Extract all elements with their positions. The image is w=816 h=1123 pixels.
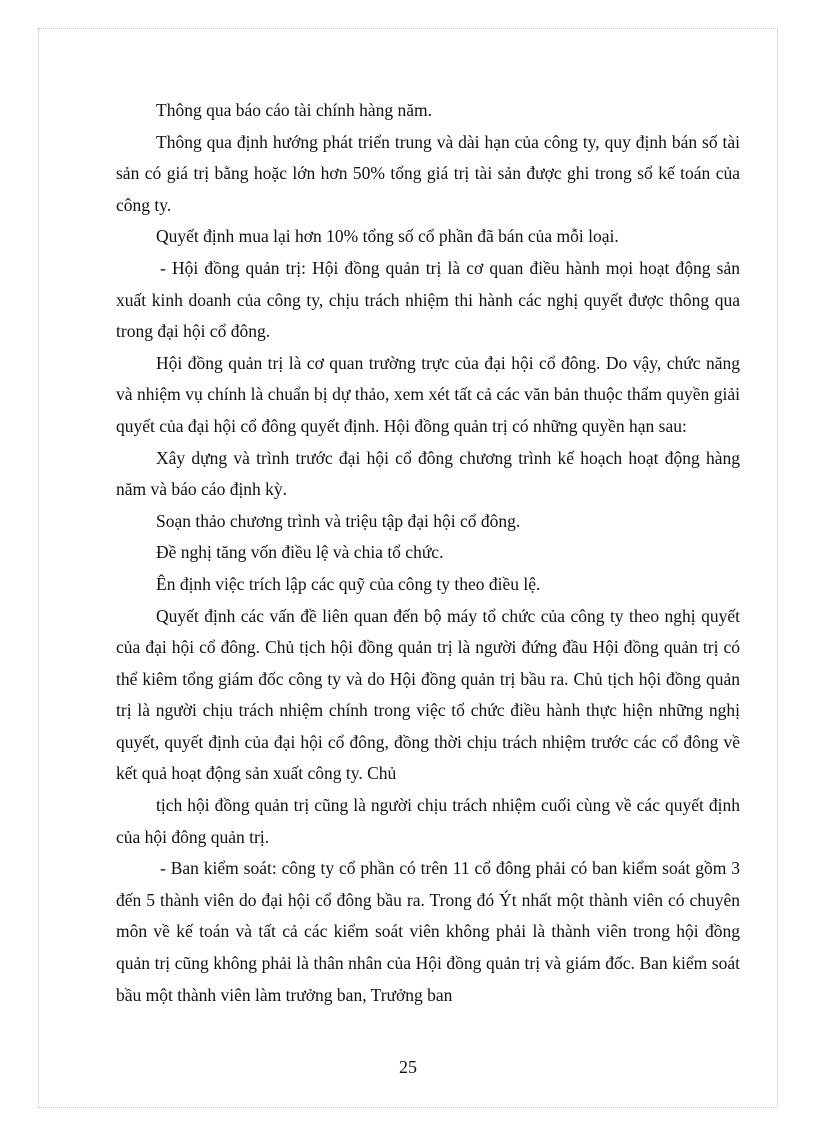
- paragraph: Quyết định các vấn đề liên quan đến bộ máy tổ chức của công ty theo nghị quyết của đại hội cổ đông. Chủ tịch hội đồng quản trị là người đứng đầu Hội đồng quản trị có thể kiêm tổng giám đốc công ty và do Hội đồng quản trị bầu ra. Chủ tịch hội đồng quản trị là người chịu trách nhiệm chính trong việc tổ chức điều hành thực hiện những nghị quyết, quyết định của đại hội cổ đông, đồng thời chịu trách nhiệm trước các cổ đông về kết quả hoạt động sản xuất công ty. Chủ: [116, 605, 740, 784]
- page-number: 25: [399, 1057, 417, 1077]
- paragraph: Hội đồng quản trị là cơ quan trường trực của đại hội cổ đông. Do vậy, chức năng và nhiệm vụ chính là chuẩn bị dự thảo, xem xét tất cả các văn bản thuộc thẩm quyền giải quyết của đại hội cổ đông quyết định. Hội đồng quản trị có những quyền hạn sau:: [116, 352, 740, 436]
- paragraph: Quyết định mua lại hơn 10% tổng số cổ phần đã bán của mỗi loại.: [156, 226, 619, 247]
- paragraph: Thông qua định hướng phát triển trung và dài hạn của công ty, quy định bán số tài sản có giá trị bằng hoặc lớn hơn 50% tổng giá trị tài sản được ghi trong sổ kế toán của công ty.: [116, 131, 740, 215]
- paragraph: Ên định việc trích lập các quỹ của công ty theo điều lệ.: [156, 573, 541, 594]
- paragraph: tịch hội đồng quản trị cũng là người chịu trách nhiệm cuối cùng về các quyết định của hội đông quản trị.: [116, 795, 740, 847]
- paragraph: - Hội đồng quản trị: Hội đồng quản trị là cơ quan điều hành mọi hoạt động sản xuất kinh doanh của công ty, chịu trách nhiệm thi hành các nghị quyết được thông qua trong đại hội cổ đông.: [116, 257, 740, 342]
- paragraph: Thông qua báo cáo tài chính hàng năm.: [156, 100, 433, 120]
- paragraph: Xây dựng và trình trước đại hội cổ đông chương trình kế hoạch hoạt động hàng năm và báo cáo định kỳ.: [116, 447, 740, 500]
- paragraph: Soạn thảo chương trình và triệu tập đại hội cổ đông.: [156, 510, 521, 531]
- document-body: [116, 95, 740, 1011]
- paragraph: - Ban kiểm soát: công ty cổ phần có trên 11 cổ đông phải có ban kiểm soát gồm 3 đến 5 thành viên do đại hội cổ đông bầu ra. Trong đó Ýt nhất một thành viên có chuyên môn về kế toán và tất cả các kiểm soát viên không phải là thành viên trong hội đồng quản trị cũng không phải là thân nhân của Hội đồng quản trị và giám đốc. Ban kiểm soát bầu một thành viên làm trưởng ban, Trưởng ban: [116, 858, 740, 1005]
- paragraph: Đề nghị tăng vốn điều lệ và chia tổ chức.: [156, 542, 444, 563]
